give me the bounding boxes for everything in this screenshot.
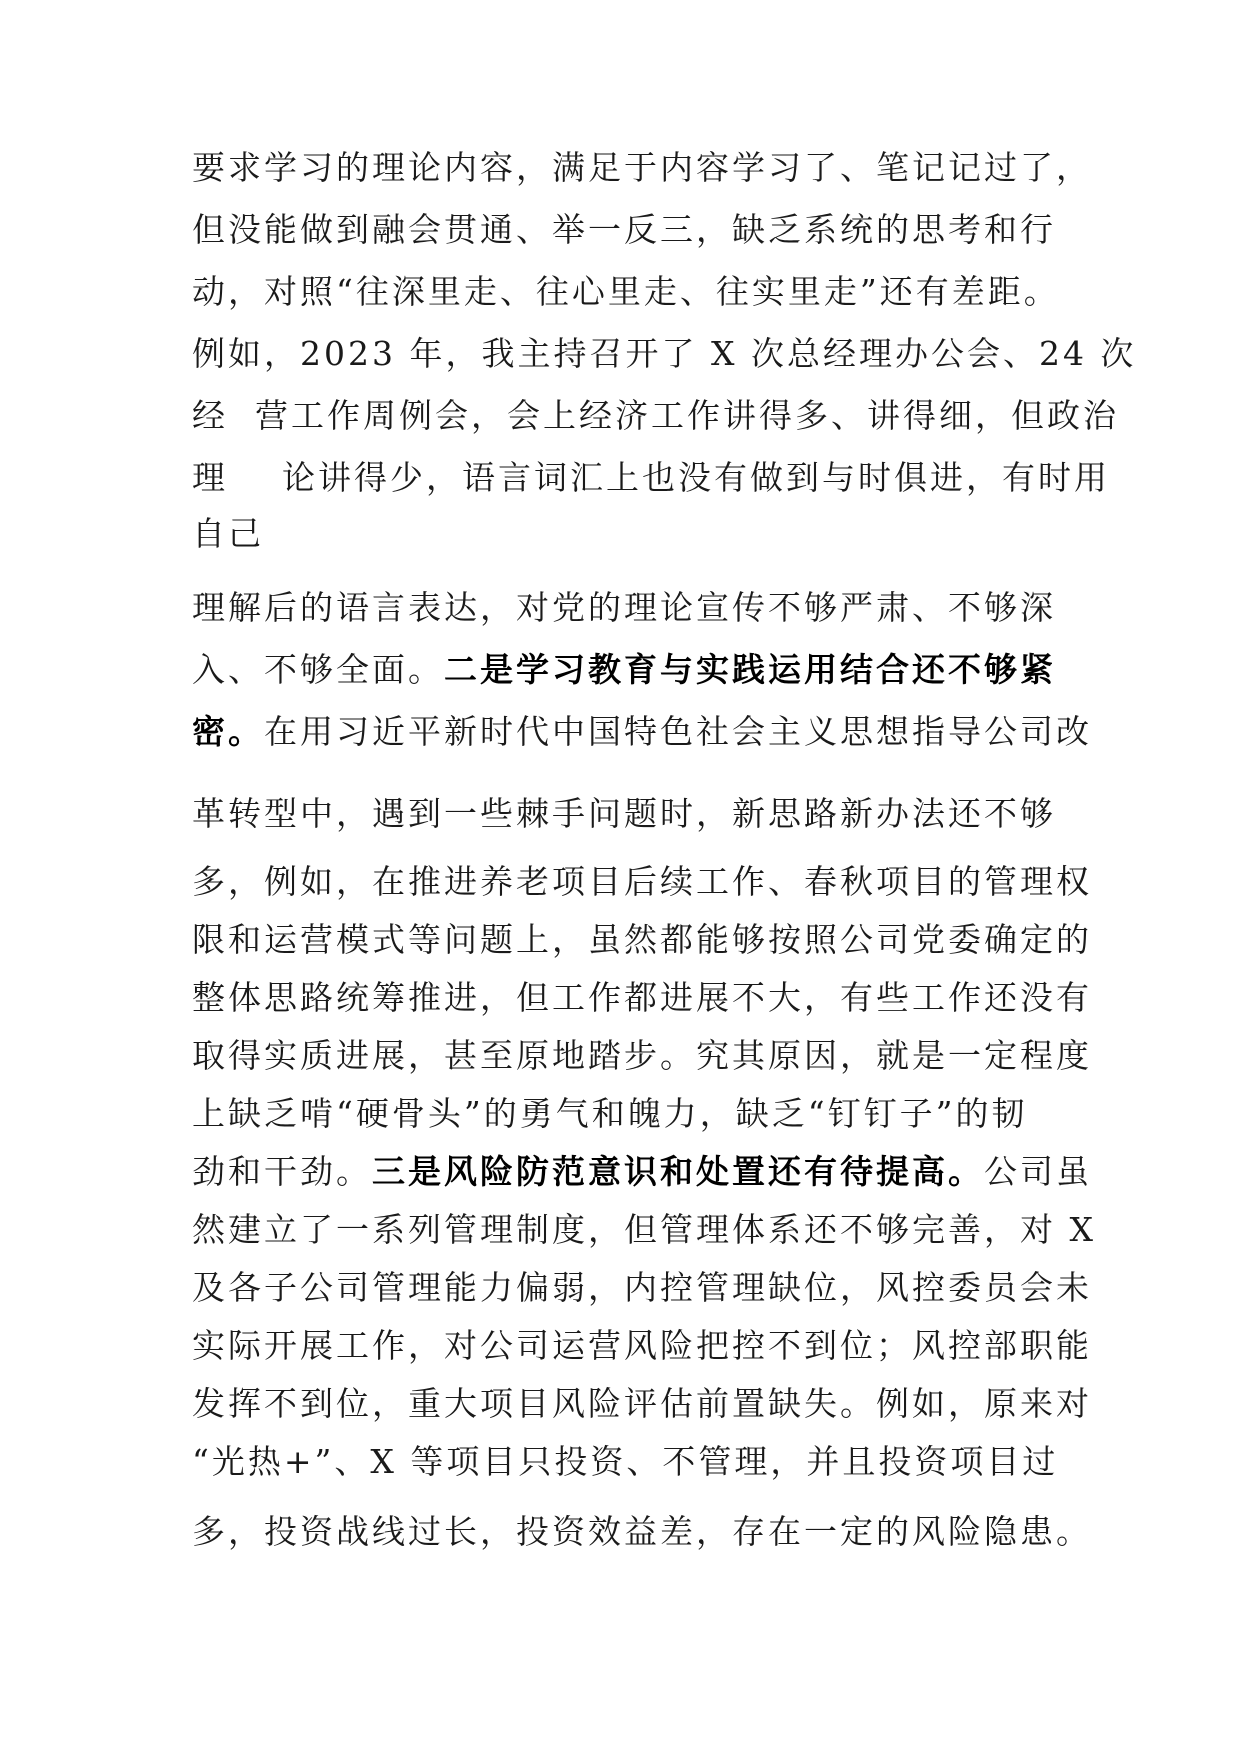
text-run: 劲和干劲。 bbox=[192, 1152, 372, 1191]
text-run: 多，例如，在推进养老项目后续工作、春秋项目的管理权 bbox=[192, 862, 1092, 901]
text-run: 要求学习的理论内容，满足于内容学习了、笔记记过了， bbox=[192, 148, 1092, 187]
text-run: 及各子公司管理能力偏弱，内控管理缺位，风控委员会未 bbox=[192, 1268, 1092, 1307]
text-run: 发挥不到位，重大项目风险评估前置缺失。例如，原来对 bbox=[192, 1384, 1092, 1423]
text-line bbox=[192, 978, 1092, 1018]
text-line bbox=[192, 396, 1119, 436]
text-line bbox=[192, 1210, 1096, 1250]
text-run: 然建立了一系列管理制度，但管理体系还不够完善，对 X bbox=[192, 1210, 1096, 1249]
text-run: 入、不够全面。 bbox=[192, 650, 444, 689]
text-line bbox=[192, 1036, 1092, 1076]
text-line bbox=[192, 1094, 1027, 1134]
text-line bbox=[192, 588, 1056, 628]
text-line bbox=[192, 514, 264, 554]
text-line bbox=[192, 148, 1092, 188]
text-run: 动，对照“往深里走、往心里走、往实里走”还有差距。 bbox=[192, 272, 1060, 311]
text-run: 理 论讲得少，语言词汇上也没有做到与时俱进，有时用 bbox=[192, 458, 1110, 497]
text-run: 整体思路统筹推进，但工作都进展不大，有些工作还没有 bbox=[192, 978, 1092, 1017]
text-run: 实际开展工作，对公司运营风险把控不到位；风控部职能 bbox=[192, 1326, 1092, 1365]
text-run: 但没能做到融会贯通、举一反三，缺乏系统的思考和行 bbox=[192, 210, 1056, 249]
text-line bbox=[192, 794, 1056, 834]
text-run: 取得实质进展，甚至原地踏步。究其原因，就是一定程度 bbox=[192, 1036, 1092, 1075]
text-run: 多，投资战线过长，投资效益差，存在一定的风险隐患。 bbox=[192, 1512, 1092, 1551]
text-line bbox=[192, 1512, 1092, 1552]
text-run: “光热+”、X 等项目只投资、不管理，并且投资项目过 bbox=[192, 1442, 1059, 1481]
text-line bbox=[192, 650, 1056, 690]
text-line bbox=[192, 920, 1092, 960]
text-line bbox=[192, 1326, 1092, 1366]
text-line bbox=[192, 862, 1092, 902]
text-line bbox=[192, 272, 1060, 312]
text-line bbox=[192, 458, 1110, 498]
text-run: 上缺乏啃“硬骨头”的勇气和魄力，缺乏“钉钉子”的韧 bbox=[192, 1094, 1028, 1133]
text-line bbox=[192, 334, 1136, 374]
bold-heading-run: 三是风险防范意识和处置还有待提高。 bbox=[372, 1152, 984, 1191]
text-line bbox=[192, 1268, 1092, 1308]
text-run: 在用习近平新时代中国特色社会主义思想指导公司改 bbox=[264, 712, 1092, 751]
text-run: 自己 bbox=[192, 514, 264, 553]
text-run: 限和运营模式等问题上，虽然都能够按照公司党委确定的 bbox=[192, 920, 1092, 959]
text-run: 革转型中，遇到一些棘手问题时，新思路新办法还不够 bbox=[192, 794, 1056, 833]
text-line bbox=[192, 1442, 1058, 1482]
bold-heading-run: 二是学习教育与实践运用结合还不够紧 bbox=[444, 650, 1056, 689]
text-run: 例如，2023 年，我主持召开了 X 次总经理办公会、24 次 bbox=[192, 334, 1137, 373]
text-run: 理解后的语言表达，对党的理论宣传不够严肃、不够深 bbox=[192, 588, 1056, 627]
bold-heading-run: 密。 bbox=[192, 712, 264, 751]
text-line bbox=[192, 1384, 1092, 1424]
text-line bbox=[192, 1152, 1092, 1192]
text-run: 经 营工作周例会，会上经济工作讲得多、讲得细，但政治 bbox=[192, 396, 1119, 435]
text-line bbox=[192, 210, 1056, 250]
text-run: 公司虽 bbox=[984, 1152, 1092, 1191]
text-line bbox=[192, 712, 1092, 752]
